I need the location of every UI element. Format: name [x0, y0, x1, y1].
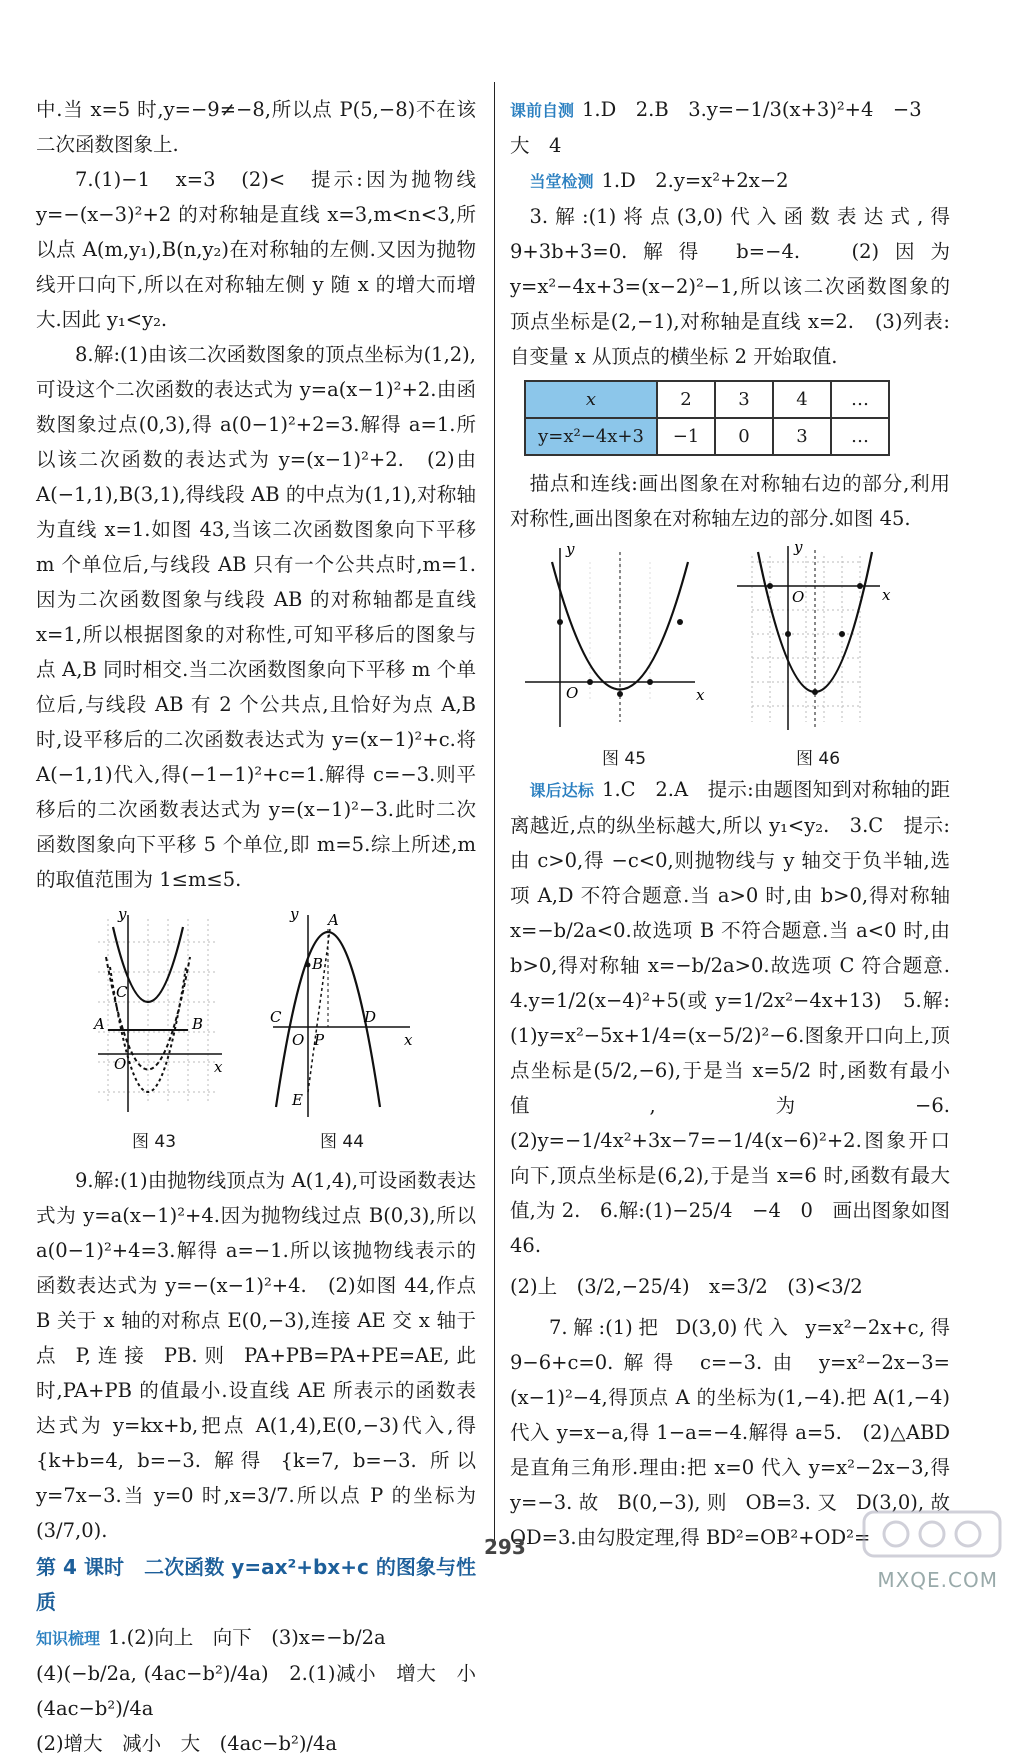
fig44-point-c: C — [270, 1008, 282, 1026]
kh-tag: 课后达标 — [529, 781, 595, 800]
fig44-point-b: B — [312, 955, 324, 973]
fig45-x-label: x — [696, 686, 705, 704]
fig46-y-label: y — [794, 542, 803, 556]
page-number: 293 — [484, 1535, 526, 1559]
zhishi-text: 1.(2)向上 向下 (3)x=−b/2a — [108, 1626, 386, 1649]
watermark-text: MXQE.COM — [877, 1568, 998, 1592]
zhishi-line-3: (2)增大 减小 大 (4ac−b²)/4a — [36, 1732, 338, 1755]
left-para-1: 中.当 x=5 时,y=−9≠−8,所以点 P(5,−8)不在该二次函数图象上. — [36, 98, 476, 156]
figure-44-caption: 图 44 — [320, 1132, 365, 1152]
fig44-point-d: D — [364, 1008, 377, 1026]
fig45-y-label: y — [566, 542, 575, 558]
figures-43-44 — [36, 907, 476, 1157]
kt-line — [510, 163, 950, 199]
kt-text: 1.D 2.y=x²+2x−2 — [601, 169, 789, 192]
fig43-origin-label: O — [114, 1055, 127, 1073]
fig44-y-label: y — [290, 907, 299, 923]
table-row — [525, 381, 889, 418]
zhishi-line-1 — [36, 1620, 476, 1656]
fig45-origin-label: O — [566, 684, 579, 702]
table-cell: −1 — [657, 418, 715, 455]
column-divider — [494, 82, 495, 1542]
table-cell: 0 — [715, 418, 773, 455]
table-cell: 2 — [657, 381, 715, 418]
table-head-x: x — [525, 381, 657, 418]
figure-45-caption: 图 45 — [602, 749, 647, 769]
figure-43-caption: 图 43 — [132, 1132, 177, 1152]
figure-46-caption: 图 46 — [796, 749, 841, 769]
kq-line — [510, 92, 950, 128]
table-cell: … — [831, 418, 889, 455]
fig44-point-p: P — [314, 1031, 325, 1049]
zhishi-tag: 知识梳理 — [36, 1629, 101, 1648]
zhishi-line-2: (4)(−b/2a, (4ac−b²)/4a) 2.(1)减小 增大 小 (4ac−b²)/4a — [36, 1662, 496, 1720]
kt-tag: 当堂检测 — [529, 172, 594, 191]
table-cell: 4 — [773, 381, 831, 418]
fig43-x-label: x — [214, 1058, 223, 1076]
table-cell: 3 — [715, 381, 773, 418]
fig44-point-a: A — [328, 911, 339, 929]
figure-44 — [268, 907, 418, 1127]
figure-46 — [732, 542, 892, 737]
left-column — [36, 92, 496, 1761]
answer-8: 8.解:(1)由该二次函数图象的顶点坐标为(1,2),可设这个二次函数的表达式为 y=a(x−1)²+2.由函数图象过点(0,3),得 a(0−1)²+2=3.解得 a=1.所以该二次函数的表达式为 y=(x−1)²+2. (2)由A(−1,1),B(3,1),得线段 AB 的中点为(1,1),对称轴为直线 x=1.如图 43,当该二次函数图象向下平移 m 个单位后,与线段 AB 只有一个公共点时,m=1.因为二次函数图象与线段 AB 的对称轴都是直线 x=1,所以根据图象的对称性,可知平移后的图象与点 A,B 同时相交.当二次函数图象向下平移 m 个单位后,与线段 AB 有 2 个公共点,且恰好为点 A,B 时,设平移后的二次函数表达式为 y=(x−1)²+c.将 A(−1,1)代入,得(−1−1)²+c=1.解得 c=−3.则平移后的二次函数表达式为 y=(x−1)²−3.此时二次函数图象向下平移 5 个单位,即 m=5.综上所述,m 的取值范围为 1≤m≤5. — [36, 343, 476, 891]
value-table — [524, 380, 890, 456]
figure-43 — [88, 907, 228, 1127]
fig43-y-label: y — [118, 907, 127, 923]
right-answer-3: 3.解:(1)将点(3,0)代入函数表达式,得 9+3b+3=0.解得 b=−4. (2)因为 y=x²−4x+3=(x−2)²−1,所以该二次函数图象的顶点坐标是(2,−1),对称轴是直线 x=2. (3)列表:自变量 x 从顶点的横坐标 2 开始取值. — [510, 205, 950, 368]
kh-block — [510, 772, 970, 1263]
figures-45-46 — [510, 542, 950, 772]
fig44-point-e: E — [292, 1091, 303, 1109]
right-column — [510, 92, 970, 1555]
table-cell: 3 — [773, 418, 831, 455]
kq-line-2: 大 4 — [510, 134, 562, 157]
fig46-origin-label: O — [792, 588, 805, 606]
kq-tag: 课前自测 — [510, 101, 575, 120]
kh-text: 1.C 2.A 提示:由题图知到对称轴的距离越近,点的纵坐标越大,所以 y₁<y₂. 3.C 提示:由 c>0,得 −c<0,则抛物线与 y 轴交于负半轴,选项 A,D 不符合题意.当 a>0 时,由 b>0,得对称轴 x=−b/2a<0.故选项 B 不符合题意.当 a<0 时,由 b>0,得对称轴 x=−b/2a>0.故选项 C 符合题意. 4.y=1/2(x−4)²+5(或 y=1/2x²−4x+13) 5.解:(1)y=x²−5x+1/4=(x−5/2)²−6.图象开口向上,顶点坐标是(5/2,−6),于是当 x=5/2 时,函数有最小值,为−6. (2)y=−1/4x²+3x−7=−1/4(x−6)²+2.图象开口向下,顶点坐标是(6,2),于是当 x=6 时,函数有最大值,为 2. 6.解:(1)−25/4 −4 0 画出图象如图 46. — [510, 778, 970, 1257]
fig44-x-label: x — [404, 1031, 413, 1049]
fig44-origin-label: O — [292, 1031, 305, 1049]
fig46-x-label: x — [882, 586, 891, 604]
figure-45 — [520, 542, 710, 737]
lesson-heading: 第 4 课时 二次函数 y=ax²+bx+c 的图象与性质 — [36, 1555, 476, 1614]
answer-9: 9.解:(1)由抛物线顶点为 A(1,4),可设函数表达式为 y=a(x−1)²+4.因为抛物线过点 B(0,3),所以 a(0−1)²+4=3.解得 a=−1.所以该抛物线表示的函数表达式为 y=−(x−1)²+4. (2)如图 44,作点 B 关于 x 轴的对称点 E(0,−3),连接 AE 交 x 轴于点 P,连接 PB.则 PA+PB=PA+PE=AE,此时,PA+PB 的值最小.设直线 AE 所表示的函数表达式为 y=kx+b,把点 A(1,4),E(0,−3)代入,得 {k+b=4, b=−3. 解得 {k=7, b=−3. 所以 y=7x−3.当 y=0 时,x=3/7.所以点 P 的坐标为(3/7,0). — [36, 1169, 476, 1542]
answer-7: 7.(1)−1 x=3 (2)< 提示:因为抛物线 y=−(x−3)²+2 的对称轴是直线 x=3,m<n<3,所以点 A(m,y₁),B(n,y₂)在对称轴的左侧.又因为抛物线开口向下,所以在对称轴左侧 y 随 x 的增大而增大.因此 y₁<y₂. — [36, 168, 476, 331]
right-answer-7: 7.解:(1)把 D(3,0)代入 y=x²−2x+c,得 9−6+c=0.解得 c=−3.由 y=x²−2x−3=(x−1)²−4,得顶点 A 的坐标为(1,−4).把 A(1,−4)代入 y=x−a,得 1−a=−4.解得 a=5. (2)△ABD 是直角三角形.理由:把 x=0 代入 y=x²−2x−3,得 y=−3.故 B(0,−3),则 OB=3.又 D(3,0),故 OD=3.由勾股定理,得 BD²=OB²+OD²= — [510, 1316, 950, 1549]
table-row — [525, 418, 889, 455]
right-answer-6-2: (2)上 (3/2,−25/4) x=3/2 (3)<3/2 — [510, 1275, 863, 1298]
fig43-point-c: C — [116, 983, 128, 1001]
table-cell: … — [831, 381, 889, 418]
fig43-point-b: B — [192, 1015, 204, 1033]
table-head-y: y=x²−4x+3 — [525, 418, 657, 455]
right-para-plot: 描点和连线:画出图象在对称轴右边的部分,利用对称性,画出图象在对称轴左边的部分.如图 45. — [510, 472, 950, 530]
kq-text: 1.D 2.B 3.y=−1/3(x+3)²+4 −3 — [582, 98, 922, 121]
fig43-point-a: A — [94, 1015, 105, 1033]
